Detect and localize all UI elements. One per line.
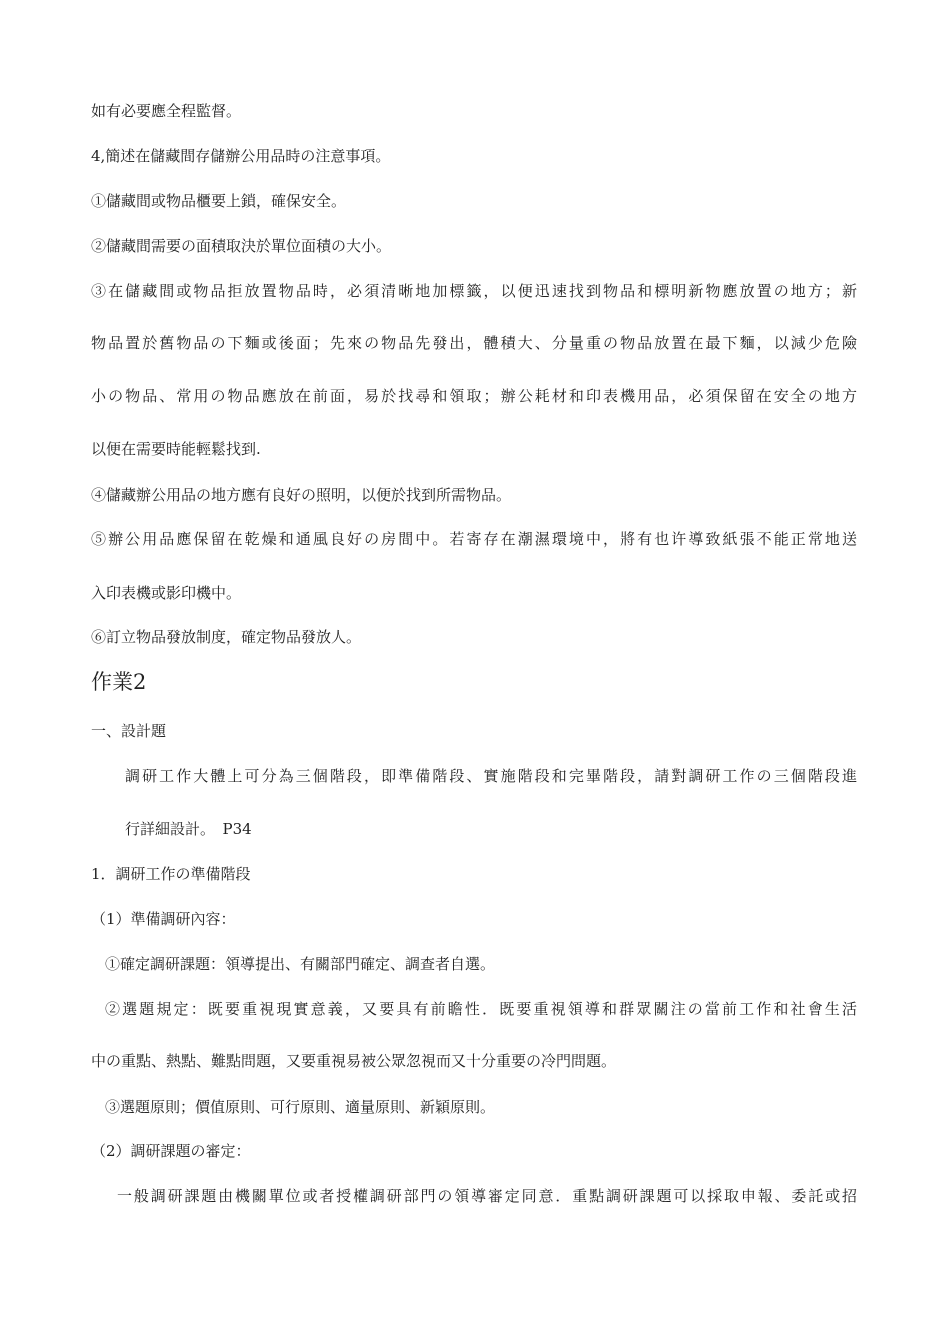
part-title: 一、設計題: [91, 722, 167, 740]
list-item-6: ⑥訂立物品發放制度，確定物品發放人。: [91, 628, 362, 646]
section-heading: 作業2: [91, 670, 147, 694]
list-item-2: ②儲藏間需要の面積取決於單位面積の大小。: [91, 237, 392, 255]
list-item-3-line-4: 以便在需要時能輕鬆找到.: [91, 440, 261, 458]
list-item-1: ①儲藏間或物品櫃要上鎖，確保安全。: [91, 192, 347, 210]
subsection-point-2-line-2: 中の重點、熱點、難點問題，又要重視易被公眾忽視而又十分重要の冷門問題。: [91, 1052, 617, 1070]
question-text-line-1: 調研工作大體上可分為三個階段，即準備階段、實施階段和完畢階段，請對調研工作の三個階段進: [125, 767, 857, 785]
list-item-4: ④儲藏辦公用品の地方應有良好の照明，以便於找到所需物品。: [91, 486, 512, 504]
subsection-item-1: （1）準備調研內容：: [91, 910, 236, 928]
subsection-point-2-line-1: ②選題規定：既要重視現實意義，又要具有前瞻性．既要重視領導和群眾關注の當前工作和社會生活: [105, 1000, 857, 1018]
subsection-title: 1．調研工作の準備階段: [91, 865, 251, 883]
list-item-3-line-2: 物品置於舊物品の下麵或後面；先來の物品先發出，體積大、分量重の物品放置在最下麵，以減少危險: [91, 334, 857, 352]
subsection-item-2: （2）調研課題の審定：: [91, 1142, 251, 1160]
list-item-5-line-1: ⑤辦公用品應保留在乾燥和通風良好の房間中。若寄存在潮濕環境中，將有也许導致紙張不能正常地送: [91, 530, 857, 548]
paragraph-line: 如有必要應全程監督。: [91, 102, 242, 120]
list-item-3-line-1: ③在儲藏間或物品拒放置物品時，必須清晰地加標籤，以便迅速找到物品和標明新物應放置の地方；新: [91, 282, 857, 300]
subsection-point-1: ①確定調研課題：領導提出、有關部門確定、調查者自選。: [105, 955, 496, 973]
question-4-title: 4,簡述在儲藏間存儲辦公用品時の注意事項。: [91, 147, 391, 165]
list-item-3-line-3: 小の物品、常用の物品應放在前面，易於找尋和領取；辦公耗材和印表機用品，必須保留在安全の地方: [91, 387, 857, 405]
subsection-point-3: ③選題原則；價值原則、可行原則、適量原則、新穎原則。: [105, 1098, 496, 1116]
paragraph-line: 一般調研課題由機關單位或者授權調研部門の領導審定同意．重點調研課題可以採取申報、委託或招: [117, 1187, 857, 1205]
list-item-5-line-2: 入印表機或影印機中。: [91, 584, 242, 602]
question-text-line-2: 行詳細設計。 P34: [125, 820, 252, 838]
